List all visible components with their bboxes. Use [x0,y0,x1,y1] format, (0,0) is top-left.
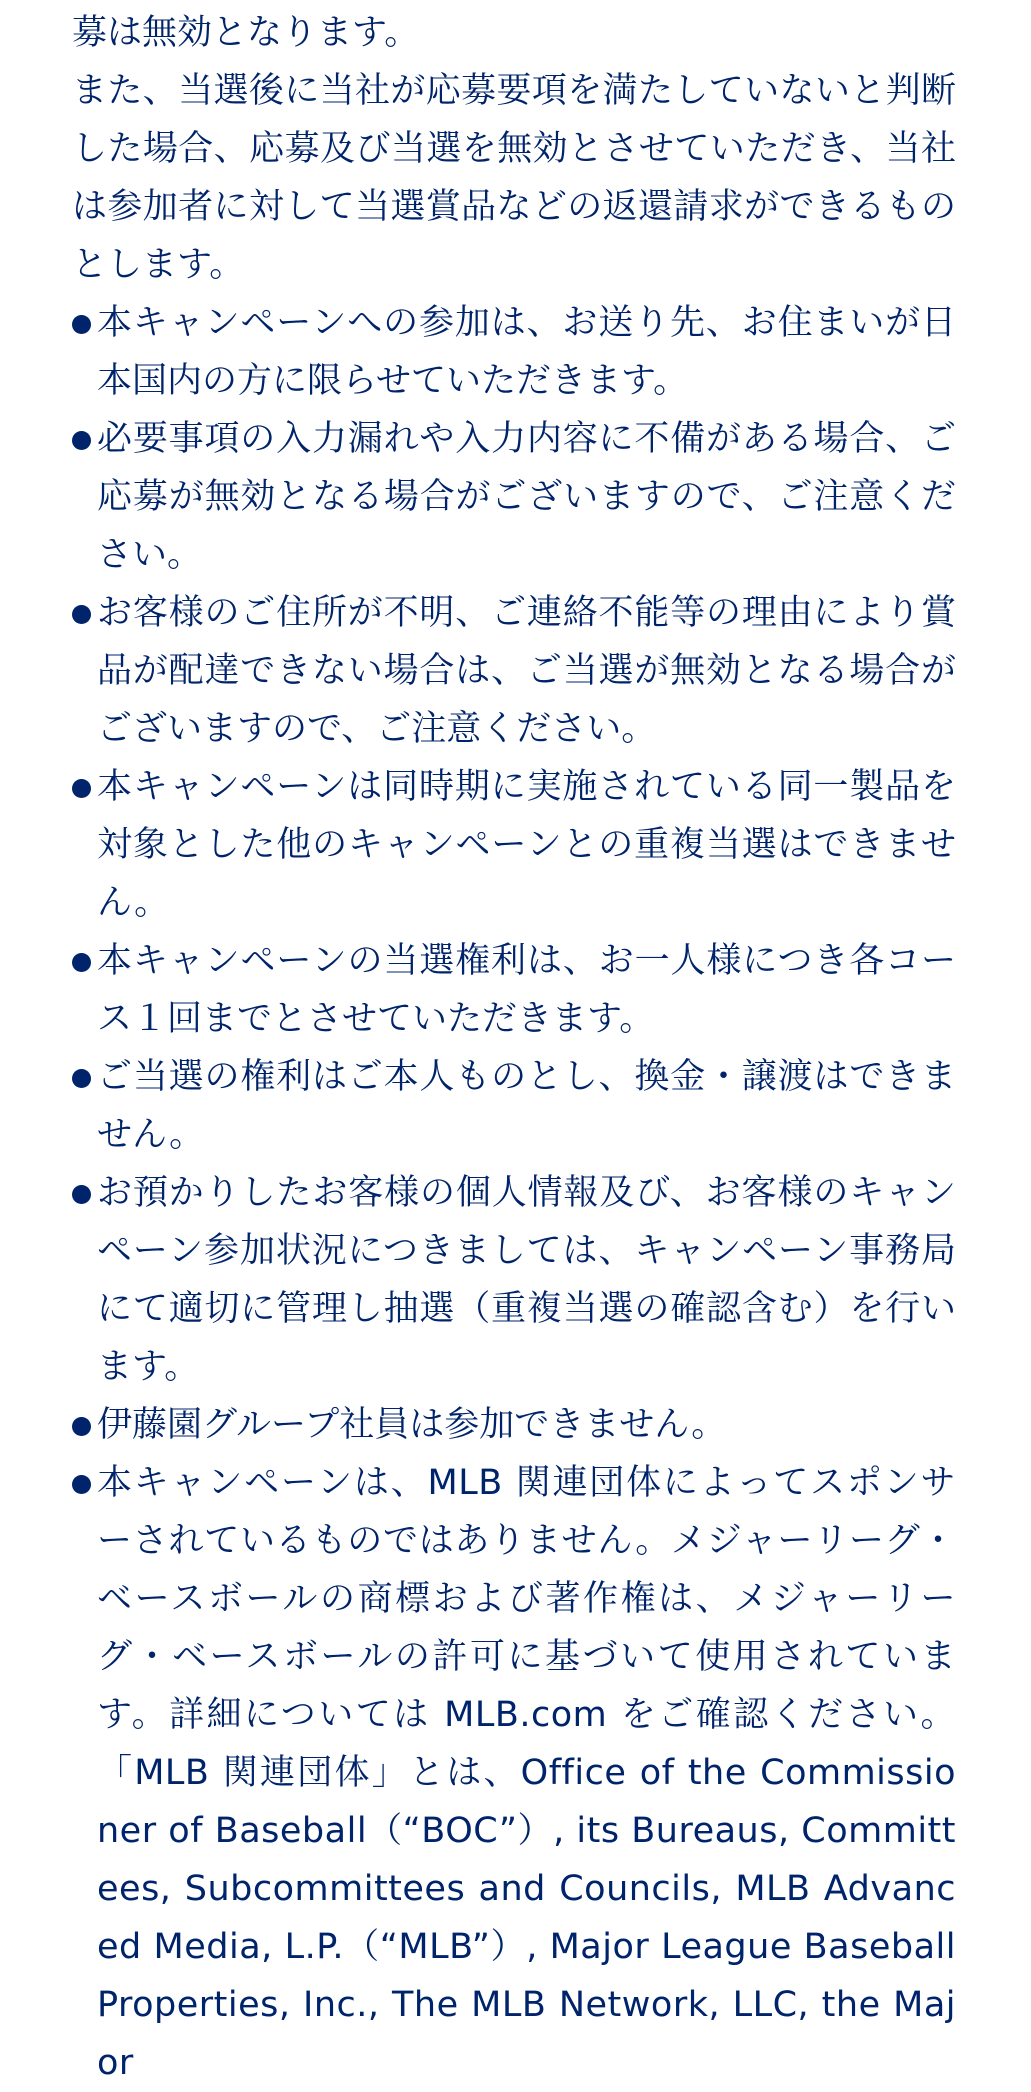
bullet-icon [72,605,91,624]
list-item [72,758,956,932]
bullet-text: 本キャンペーンへの参加は、お送り先、お住まいが日本国内の方に限らせていただきます。 [97,303,956,401]
list-item [72,1454,956,2092]
bullet-icon [72,315,91,334]
bullet-icon [72,779,91,798]
bullet-text: 本キャンペーンは、MLB 関連団体によってスポンサーされているものではありません。メジャーリーグ・ベースボールの商標および著作権は、メジャーリーグ・ベースボールの許可に基づいて使用されています。詳細については MLB.com をご確認ください。「MLB 関連団体」とは、Office of the Commissioner of Baseball（“BOC”）, its Bureaus, Committees, Subcommittees and Councils, MLB Advanced Media, L.P.（“MLB”）, Major League Baseball Properties, Inc., The MLB Network, LLC, the Major [97,1463,956,2083]
intro-line-1: 募は無効となります。 [72,13,420,53]
bullet-icon [72,1069,91,1088]
terms-bullet-list [72,294,956,2092]
bullet-text: 伊藤園グループ社員は参加できません。 [97,1405,727,1445]
bullet-icon [72,1417,91,1436]
list-item [72,932,956,1048]
intro-paragraph: また、当選後に当社が応募要項を満たしていないと判断した場合、応募及び当選を無効とさせていただき、当社は参加者に対して当選賞品などの返還請求ができるものとします。 [72,71,956,285]
bullet-text: 必要事項の入力漏れや入力内容に不備がある場合、ご応募が無効となる場合がございますので、ご注意ください。 [97,419,956,575]
bullet-icon [72,1185,91,1204]
list-item [72,410,956,584]
list-item [72,1048,956,1164]
list-item [72,1396,956,1454]
terms-content [72,4,956,2092]
bullet-text: 本キャンペーンは同時期に実施されている同一製品を対象とした他のキャンペーンとの重複当選はできません。 [97,767,956,923]
bullet-text: 本キャンペーンの当選権利は、お一人様につき各コース１回までとさせていただきます。 [97,941,956,1039]
bullet-text: お預かりしたお客様の個人情報及び、お客様のキャンペーン参加状況につきましては、キャンペーン事務局にて適切に管理し抽選（重複当選の確認含む）を行います。 [97,1173,956,1387]
list-item [72,1164,956,1396]
list-item [72,294,956,410]
bullet-icon [72,953,91,972]
bullet-text: ご当選の権利はご本人ものとし、換金・譲渡はできません。 [97,1057,956,1155]
list-item [72,584,956,758]
bullet-icon [72,1475,91,1494]
bullet-icon [72,431,91,450]
bullet-text: お客様のご住所が不明、ご連絡不能等の理由により賞品が配達できない場合は、ご当選が無効となる場合がございますので、ご注意ください。 [97,593,956,749]
